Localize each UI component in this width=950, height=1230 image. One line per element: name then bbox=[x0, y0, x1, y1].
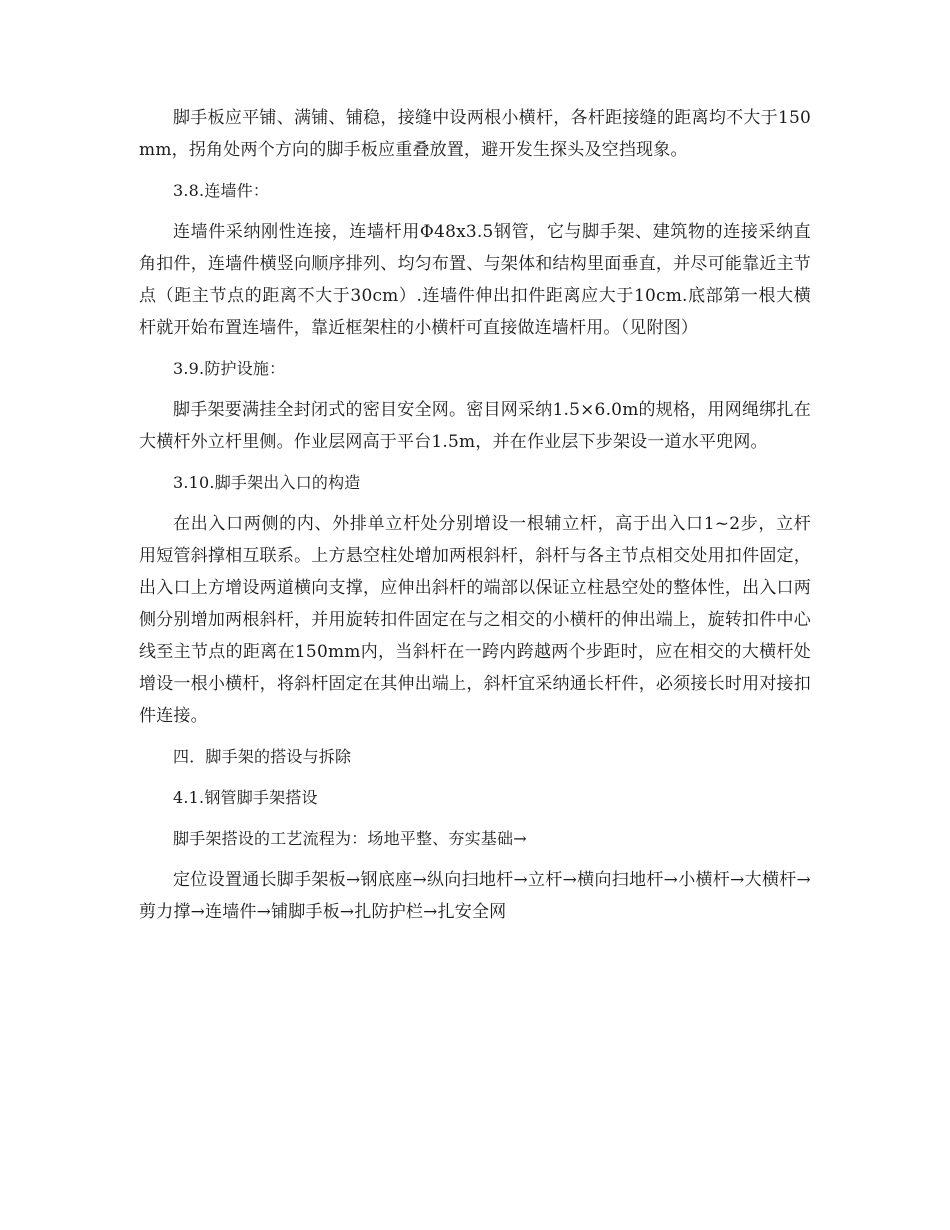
paragraph-process-steps: 定位设置通长脚手架板→钢底座→纵向扫地杆→立杆→横向扫地杆→小横杆→大横杆→剪力撑→连墙件→铺脚手板→扎防护栏→扎安全网 bbox=[139, 870, 811, 922]
heading-3-8-wall-ties: 3.8.连墙件： bbox=[173, 181, 270, 200]
paragraph-entrance: 在出入口两侧的内、外排单立杆处分别增设一根辅立杆，高于出入口1~2步，立杆用短管斜撑相互联系。上方悬空柱处增加两根斜杆，斜杆与各主节点相交处用扣件固定，出入口上方增设两道横向支撑，应伸出斜杆的端部以保证立柱悬空处的整体性，出入口两侧分别增加两根斜杆，并用旋转扣件固定在与之相交的小横杆的伸出端上，旋转扣件中心线至主节点的距离在150mm内，当斜杆在一跨内跨越两个步距时，应在相交的大横杆处增设一根小横杆，将斜杆固定在其伸出端上，斜杆宜采纳通长杆件，必须接长时用对接扣件连接。 bbox=[139, 514, 811, 726]
paragraph-protection: 脚手架要满挂全封闭式的密目安全网。密目网采纳1.5×6.0m的规格，用网绳绑扎在大横杆外立杆里侧。作业层网高于平台1.5m，并在作业层下步架设一道水平兜网。 bbox=[139, 400, 811, 452]
heading-3-9-protection: 3.9.防护设施： bbox=[173, 359, 286, 378]
heading-section-4: 四．脚手架的搭设与拆除 bbox=[173, 747, 352, 766]
paragraph-wall-ties: 连墙件采纳刚性连接，连墙杆用Φ48x3.5钢管，它与脚手架、建筑物的连接采纳直角扣件，连墙件横竖向顺序排列、均匀布置、与架体和结构里面垂直，并尽可能靠近主节点（距主节点的距离不大于30cm）.连墙件伸出扣件距离应大于10cm.底部第一根大横杆就开始布置连墙件，靠近框架柱的小横杆可直接做连墙杆用。（见附图） bbox=[139, 222, 811, 338]
line-process-intro: 脚手架搭设的工艺流程为：场地平整、夯实基础→ bbox=[173, 829, 527, 848]
paragraph-scaffold-board-laying: 脚手板应平铺、满铺、铺稳，接缝中设两根小横杆，各杆距接缝的距离均不大于150mm，拐角处两个方向的脚手板应重叠放置，避开发生探头及空挡现象。 bbox=[139, 108, 811, 160]
heading-4-1-erection: 4.1.钢管脚手架搭设 bbox=[173, 788, 318, 807]
heading-3-10-entrance: 3.10.脚手架出入口的构造 bbox=[173, 473, 361, 492]
document-body bbox=[139, 102, 811, 937]
